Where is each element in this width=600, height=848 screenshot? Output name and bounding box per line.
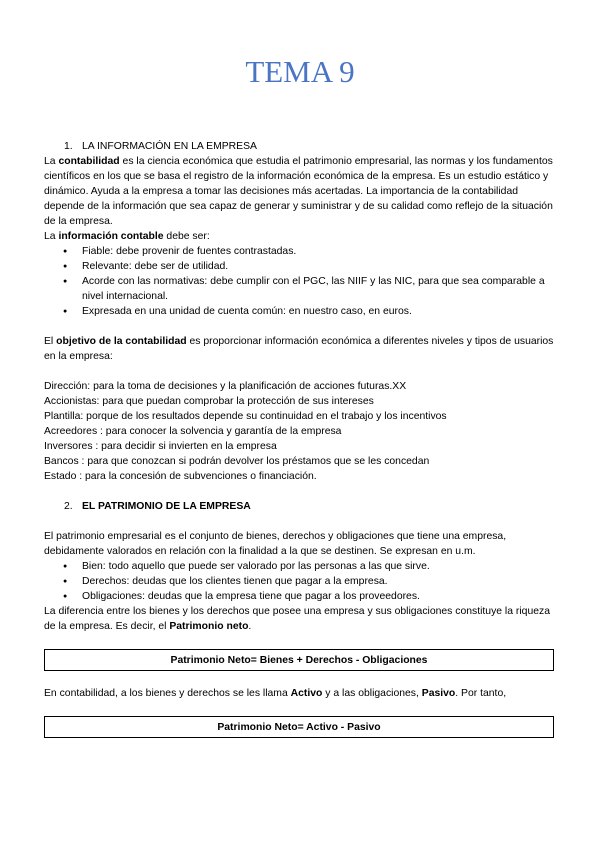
section-1-number: 1. <box>64 141 73 152</box>
list-item: ● Fiable: debe provenir de fuentes contrastadas. <box>44 244 554 259</box>
bold-term: objetivo de la contabilidad <box>56 336 187 347</box>
list-item: Dirección: para la toma de decisiones y la planificación de acciones futuras.XX <box>44 381 407 392</box>
spacer <box>44 319 554 334</box>
list-item: Accionistas: para que puedan comprobar la protección de sus intereses <box>44 396 374 407</box>
elementos-list <box>44 559 554 604</box>
bold-term: Pasivo <box>421 688 456 699</box>
diferencia-paragraph <box>44 604 554 634</box>
spacer <box>44 364 554 379</box>
text-run: La <box>44 231 59 242</box>
text-run: . Por tanto, <box>455 688 507 699</box>
objetivo-paragraph <box>44 334 554 364</box>
section-2-heading <box>44 499 554 514</box>
informacion-paragraph <box>44 229 554 244</box>
text-run: La diferencia entre los bienes y los derechos que posee una empresa y sus obligaciones constituye la riqueza de la empresa. Es decir, el <box>44 606 550 632</box>
list-item: ● Expresada en una unidad de cuenta común: en nuestro caso, en euros. <box>44 304 554 319</box>
list-item: Plantilla: porque de los resultados depende su continuidad en el trabajo y los incentivos <box>44 411 447 422</box>
spacer <box>44 514 554 529</box>
spacer <box>44 671 554 686</box>
section-2-title: EL PATRIMONIO DE LA EMPRESA <box>82 501 251 512</box>
bold-term: Activo <box>290 688 323 699</box>
usuarios-list <box>44 379 554 484</box>
list-item: ● Bien: todo aquello que puede ser valorado por las personas a las que sirve. <box>44 559 554 574</box>
list-item: Acreedores : para conocer la solvencia y garantía de la empresa <box>44 426 342 437</box>
list-item: ● Acorde con las normativas: debe cumplir con el PGC, las NIIF y las NIC, para que sea comparable a nivel internacional. <box>44 274 554 304</box>
text-run: En contabilidad, a los bienes y derechos se les llama <box>44 688 291 699</box>
list-item: ● Obligaciones: deudas que la empresa tiene que pagar a los proveedores. <box>44 589 554 604</box>
text-run: debe ser: <box>163 231 210 242</box>
list-item: ● Derechos: deudas que los clientes tienen que pagar a la empresa. <box>44 574 554 589</box>
section-1-title: LA INFORMACIÓN EN LA EMPRESA <box>82 141 257 152</box>
bold-term: información contable <box>58 231 164 242</box>
spacer <box>44 484 554 499</box>
text-run: El <box>44 336 57 347</box>
list-item: Inversores : para decidir si invierten en la empresa <box>44 441 277 452</box>
section-1-heading <box>44 139 554 154</box>
list-item: Estado : para la concesión de subvenciones o financiación. <box>44 471 317 482</box>
page-title: TEMA 9 <box>245 54 355 89</box>
text-run: y a las obligaciones, <box>322 688 422 699</box>
formula-box-2: Patrimonio Neto= Activo - Pasivo <box>44 716 554 738</box>
section-2-number: 2. <box>64 501 73 512</box>
contabilidad-paragraph <box>44 154 554 229</box>
spacer <box>44 634 554 649</box>
list-item: ● Relevante: debe ser de utilidad. <box>44 259 554 274</box>
spacer <box>44 701 554 716</box>
bold-term: Patrimonio neto <box>169 621 249 632</box>
text-run: es la ciencia económica que estudia el patrimonio empresarial, las normas y los fundamentos científicos en los que se basa el registro de la información económica de la empresa. Es un estudio estático y dinámico. Ayuda a la empresa a tomar las decisiones más acertadas. La importancia de la contabilidad depende de la información que sea capaz de generar y suministrar y de su calidad como reflejo de la situación de la empresa. <box>44 156 553 227</box>
formula-box-1: Patrimonio Neto= Bienes + Derechos - Obligaciones <box>44 649 554 671</box>
requisitos-list <box>44 244 554 319</box>
activo-pasivo-paragraph <box>44 686 554 701</box>
patrimonio-paragraph: El patrimonio empresarial es el conjunto de bienes, derechos y obligaciones que tiene una empresa, debidamente valorados en relación con la finalidad a la que se destinen. Se expresan en u.m. <box>44 531 507 557</box>
text-run: . <box>248 621 252 632</box>
text-run: es proporcionar información económica a diferentes niveles y tipos de usuarios en la empresa: <box>44 336 554 362</box>
document-body <box>44 139 554 738</box>
bold-term: contabilidad <box>58 156 120 167</box>
text-run: La <box>44 156 59 167</box>
list-item: Bancos : para que conozcan si podrán devolver los préstamos que se les concedan <box>44 456 430 467</box>
